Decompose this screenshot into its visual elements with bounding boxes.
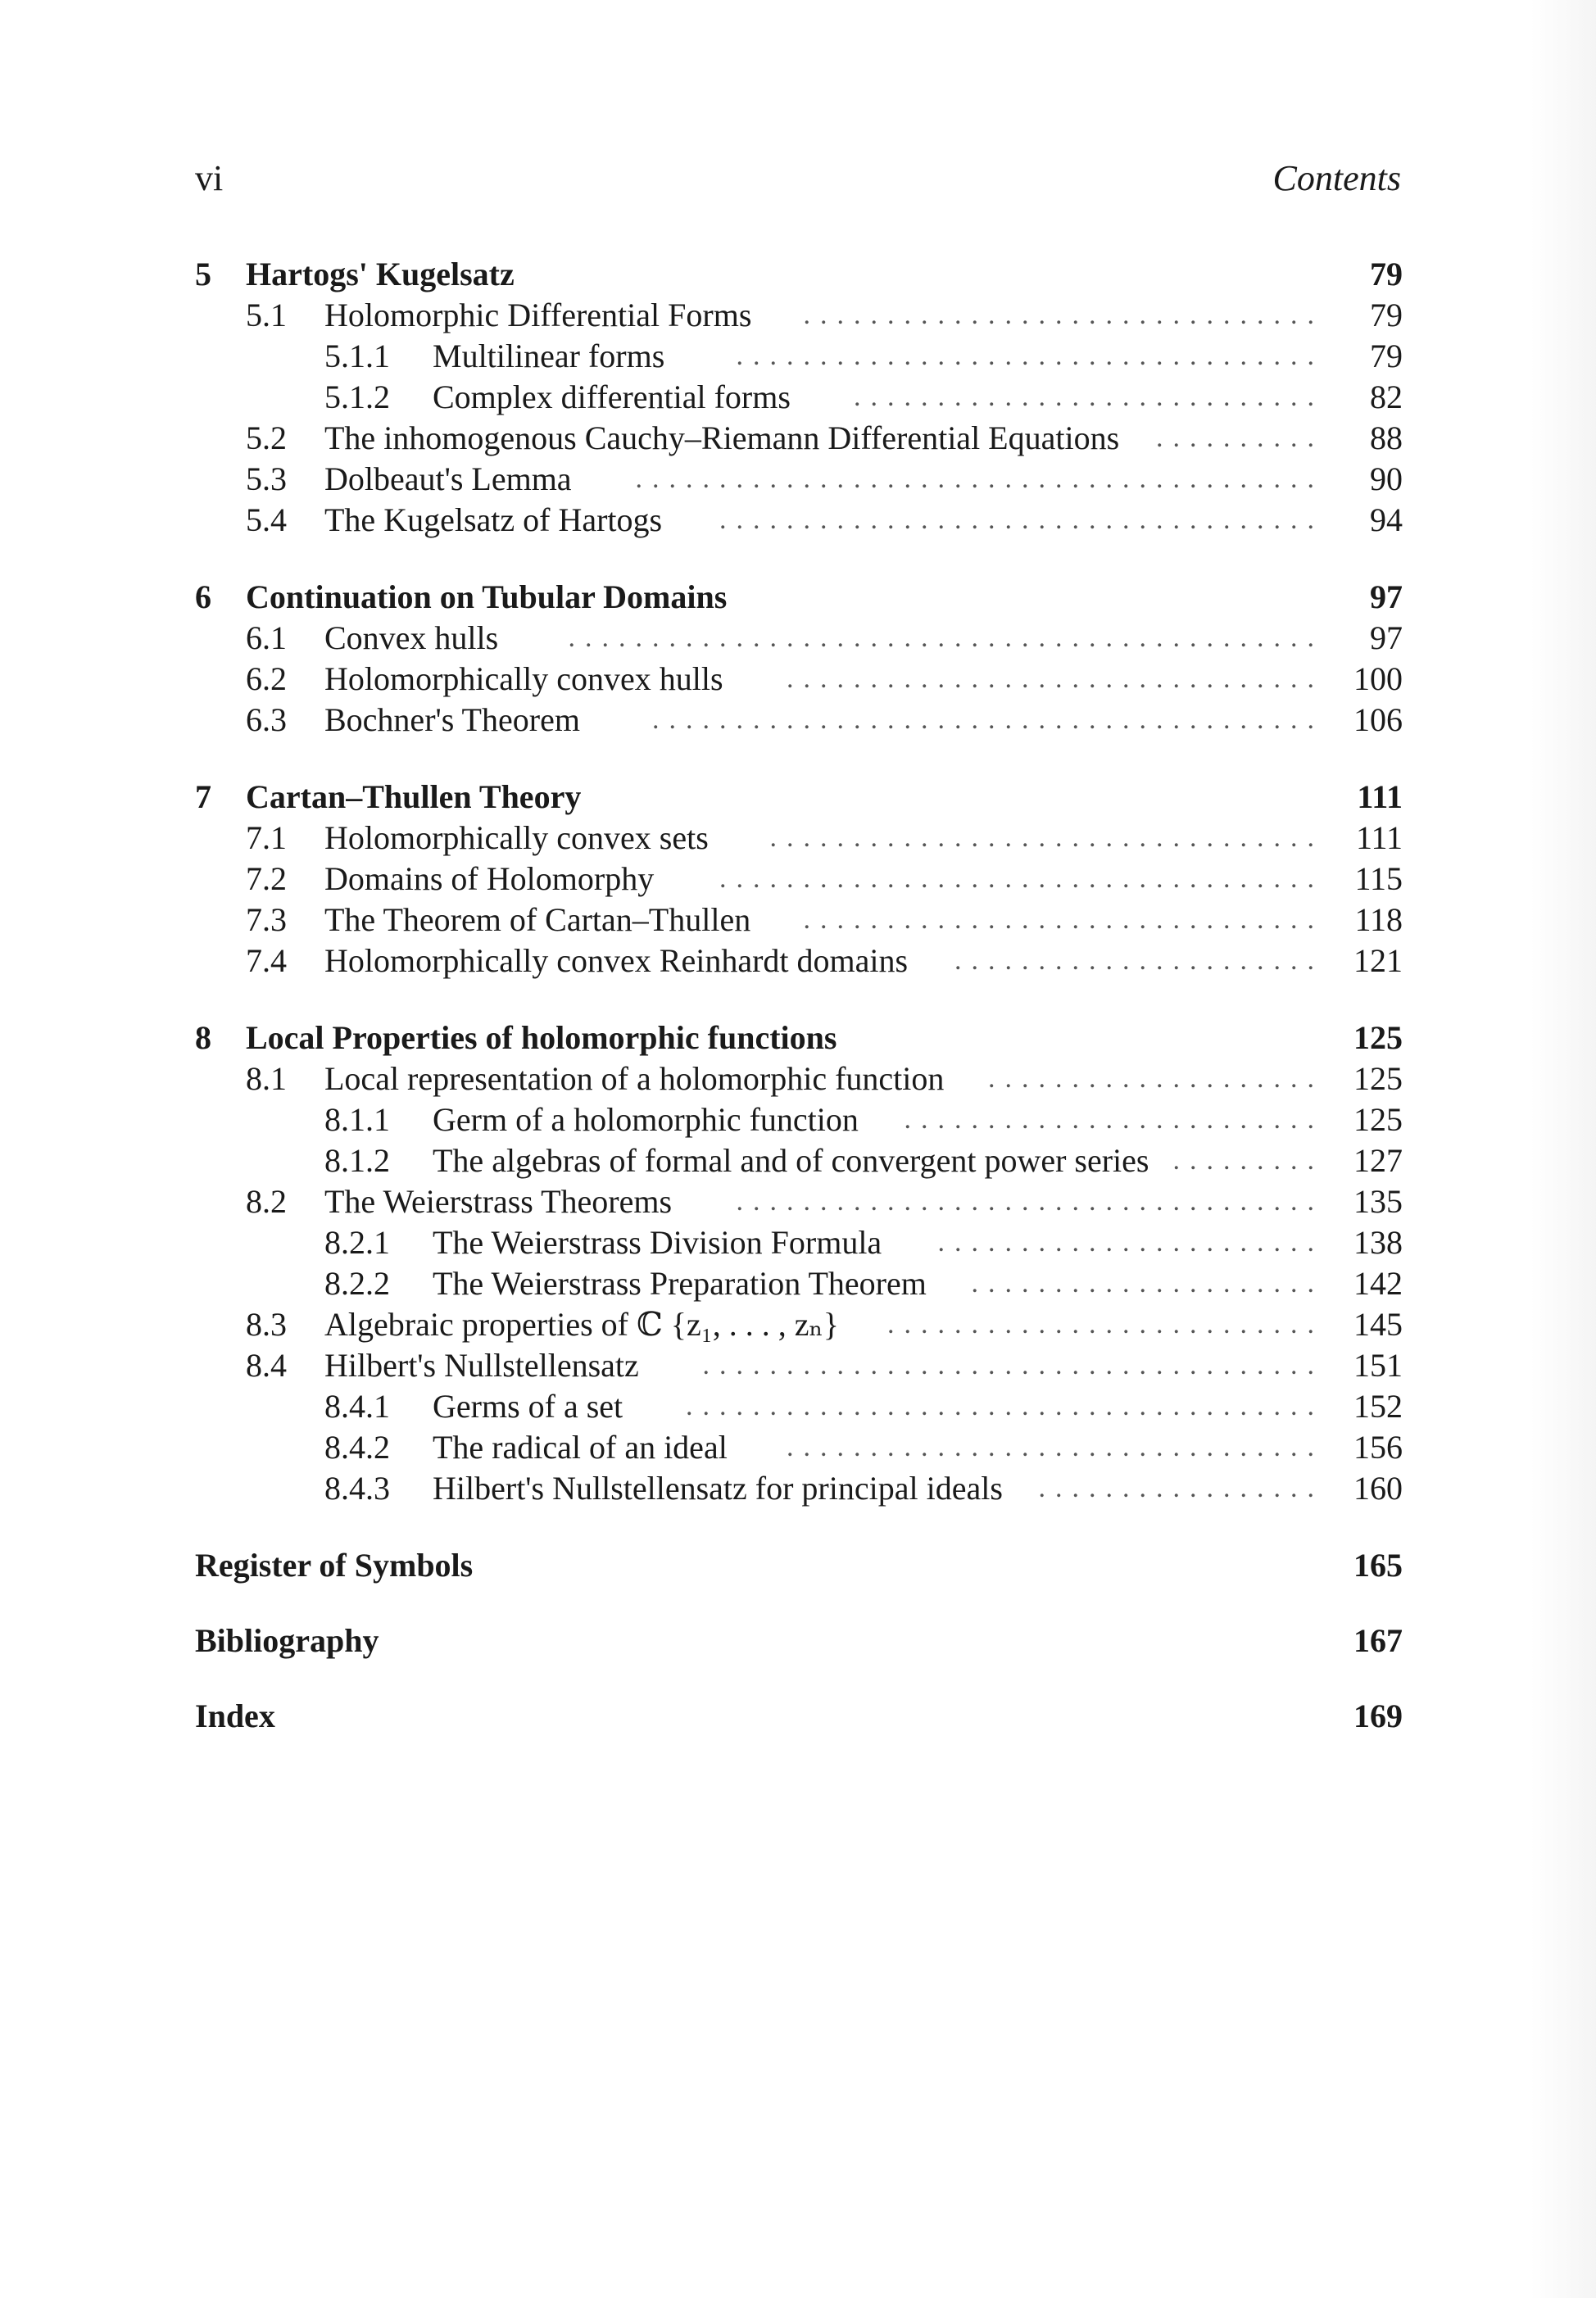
dot-leader: ....................... [937, 1227, 1324, 1258]
section-number: 5.2 [246, 419, 287, 456]
subsection-page: 125 [1353, 1101, 1403, 1138]
toc-entry-section[interactable] [195, 859, 1403, 900]
section-page: 97 [1370, 619, 1403, 656]
section-number: 7.3 [246, 901, 287, 938]
page-edge-shading [1530, 0, 1596, 2298]
toc-entry-section[interactable] [195, 941, 1403, 981]
page-number: vi [195, 158, 224, 198]
subsection-title: The algebras of formal and of convergent power series [433, 1142, 1149, 1179]
subsection-title: The Weierstrass Preparation Theorem [433, 1265, 927, 1302]
toc-entry-section[interactable] [195, 900, 1403, 941]
section-number: 6.2 [246, 660, 287, 697]
section-title: The inhomogenous Cauchy–Riemann Differential Equations [324, 419, 1120, 456]
subsection-title: Germ of a holomorphic function [433, 1101, 859, 1138]
toc-entry-section[interactable] [195, 459, 1403, 500]
backmatter-title: Index [195, 1697, 275, 1734]
dot-leader: ............................... [803, 904, 1324, 935]
subsection-number: 5.1.1 [324, 338, 390, 374]
subsection-number: 8.2.2 [324, 1265, 390, 1302]
chapter-block [195, 777, 1403, 981]
chapter-page: 125 [1353, 1019, 1403, 1056]
dot-leader: ............................... [803, 300, 1324, 330]
dot-leader: .................... [988, 1063, 1324, 1094]
section-page: 111 [1355, 819, 1403, 856]
section-number: 5.1 [246, 297, 287, 333]
toc-entry-backmatter[interactable] [195, 1620, 1403, 1661]
toc-entry-section[interactable] [195, 700, 1403, 741]
subsection-number: 8.1.2 [324, 1142, 390, 1179]
dot-leader: ................................... [736, 341, 1324, 371]
section-number: 8.1 [246, 1060, 287, 1097]
section-title: Holomorphically convex Reinhardt domains [324, 942, 909, 979]
chapter-number: 6 [195, 578, 211, 615]
toc-entry-subsection[interactable] [195, 1099, 1403, 1140]
chapter-page: 97 [1370, 578, 1403, 615]
subsection-page: 160 [1353, 1470, 1403, 1507]
dot-leader: .......... [1156, 423, 1324, 453]
dot-leader: ................................... [736, 1186, 1324, 1217]
chapter-number: 7 [195, 778, 211, 815]
dot-leader: .................................... [719, 863, 1324, 894]
toc-entry-section[interactable] [195, 1058, 1403, 1099]
dot-leader: ...................... [954, 945, 1324, 976]
subsection-page: 127 [1353, 1142, 1403, 1179]
chapter-page: 79 [1370, 256, 1403, 292]
dot-leader: .................................... [719, 505, 1324, 535]
subsection-title: The Weierstrass Division Formula [433, 1224, 882, 1261]
backmatter-title: Bibliography [195, 1622, 379, 1659]
section-number: 6.1 [246, 619, 287, 656]
section-title: The Kugelsatz of Hartogs [324, 501, 663, 538]
backmatter-block [195, 1545, 1403, 1737]
toc-entry-subsection[interactable] [195, 1386, 1403, 1427]
chapter-block [195, 577, 1403, 741]
section-title: Dolbeaut's Lemma [324, 460, 572, 497]
section-number: 5.3 [246, 460, 287, 497]
section-page: 94 [1370, 501, 1403, 538]
page-header [195, 154, 1401, 203]
subsection-page: 82 [1370, 378, 1403, 415]
section-title: Domains of Holomorphy [324, 860, 655, 897]
toc-entry-subsection[interactable] [195, 1427, 1403, 1468]
dot-leader: ..................................... [702, 1350, 1324, 1380]
toc-entry-section[interactable] [195, 1304, 1403, 1345]
toc-entry-section[interactable] [195, 659, 1403, 700]
subsection-number: 5.1.2 [324, 378, 390, 415]
toc-entry-section[interactable] [195, 500, 1403, 541]
section-page: 88 [1370, 419, 1403, 456]
subsection-title: Multilinear forms [433, 338, 665, 374]
toc-entry-backmatter[interactable] [195, 1545, 1403, 1586]
dot-leader: ..................... [971, 1268, 1324, 1299]
chapter-number: 8 [195, 1019, 211, 1056]
running-title: Contents [1272, 158, 1401, 198]
section-page: 145 [1353, 1306, 1403, 1343]
section-page: 135 [1353, 1183, 1403, 1220]
toc-entry-section[interactable] [195, 818, 1403, 859]
table-of-contents [195, 254, 1403, 1771]
subsection-number: 8.1.1 [324, 1101, 390, 1138]
dot-leader: ................. [1038, 1473, 1324, 1503]
section-page: 115 [1354, 860, 1403, 897]
backmatter-page: 165 [1353, 1547, 1403, 1584]
toc-entry-subsection[interactable] [195, 377, 1403, 418]
dot-leader: ......... [1172, 1145, 1324, 1176]
toc-entry-chapter[interactable] [195, 1018, 1403, 1058]
subsection-title: Germs of a set [433, 1388, 623, 1425]
subsection-number: 8.2.1 [324, 1224, 390, 1261]
backmatter-page: 169 [1353, 1697, 1403, 1734]
chapter-block [195, 1018, 1403, 1509]
subsection-page: 156 [1353, 1429, 1403, 1466]
subsection-number: 8.4.3 [324, 1470, 390, 1507]
backmatter-page: 167 [1353, 1622, 1403, 1659]
dot-leader: ................................. [769, 823, 1324, 853]
dot-leader: ........................................ [652, 705, 1324, 735]
subsection-page: 152 [1353, 1388, 1403, 1425]
toc-entry-subsection[interactable] [195, 1140, 1403, 1181]
section-title: Convex hulls [324, 619, 499, 656]
dot-leader: ................................ [787, 1432, 1324, 1462]
toc-entry-subsection[interactable] [195, 1468, 1403, 1509]
dot-leader: ............................ [854, 382, 1324, 412]
toc-entry-section[interactable] [195, 1181, 1403, 1222]
toc-entry-section[interactable] [195, 618, 1403, 659]
section-number: 8.4 [246, 1347, 287, 1384]
section-page: 125 [1353, 1060, 1403, 1097]
toc-entry-chapter[interactable] [195, 577, 1403, 618]
section-page: 90 [1370, 460, 1403, 497]
chapter-page: 111 [1357, 778, 1403, 815]
toc-entry-chapter[interactable] [195, 254, 1403, 295]
section-number: 7.2 [246, 860, 287, 897]
chapter-title: Continuation on Tubular Domains [246, 578, 728, 615]
backmatter-title: Register of Symbols [195, 1547, 474, 1584]
subsection-page: 79 [1370, 338, 1403, 374]
toc-entry-subsection[interactable] [195, 1222, 1403, 1263]
section-title: Local representation of a holomorphic function [324, 1060, 945, 1097]
chapter-title: Cartan–Thullen Theory [246, 778, 582, 815]
subsection-title: Hilbert's Nullstellensatz for principal ideals [433, 1470, 1003, 1507]
toc-entry-chapter[interactable] [195, 777, 1403, 818]
dot-leader: ............................................. [568, 623, 1324, 653]
section-number: 7.1 [246, 819, 287, 856]
section-number: 8.2 [246, 1183, 287, 1220]
section-title: The Theorem of Cartan–Thullen [324, 901, 751, 938]
toc-entry-backmatter[interactable] [195, 1696, 1403, 1737]
section-title: Bochner's Theorem [324, 701, 580, 738]
dot-leader: ................................ [787, 664, 1324, 694]
dot-leader: ...................................... [686, 1391, 1324, 1421]
dot-leader: .......................... [887, 1309, 1324, 1339]
toc-entry-section[interactable] [195, 418, 1403, 459]
section-number: 7.4 [246, 942, 287, 979]
section-title: The Weierstrass Theorems [324, 1183, 673, 1220]
section-page: 100 [1353, 660, 1403, 697]
subsection-title: The radical of an ideal [433, 1429, 728, 1466]
section-title: Holomorphically convex sets [324, 819, 709, 856]
section-page: 121 [1353, 942, 1403, 979]
section-page: 106 [1353, 701, 1403, 738]
section-number: 8.3 [246, 1306, 287, 1343]
dot-leader: ......................... [904, 1104, 1324, 1135]
section-page: 79 [1370, 297, 1403, 333]
section-title: Holomorphically convex hulls [324, 660, 723, 697]
chapter-block [195, 254, 1403, 541]
subsection-page: 142 [1353, 1265, 1403, 1302]
toc-entry-section[interactable] [195, 1345, 1403, 1386]
section-number: 5.4 [246, 501, 287, 538]
subsection-title: Complex differential forms [433, 378, 791, 415]
toc-entry-section[interactable] [195, 295, 1403, 336]
subsection-page: 138 [1353, 1224, 1403, 1261]
toc-entry-subsection[interactable] [195, 336, 1403, 377]
section-title: Algebraic properties of ℂ {z₁, . . . , zₙ} [324, 1306, 839, 1343]
section-page: 151 [1353, 1347, 1403, 1384]
dot-leader: ......................................... [635, 464, 1324, 494]
section-page: 118 [1354, 901, 1403, 938]
subsection-number: 8.4.1 [324, 1388, 390, 1425]
section-title: Holomorphic Differential Forms [324, 297, 752, 333]
subsection-number: 8.4.2 [324, 1429, 390, 1466]
chapter-title: Hartogs' Kugelsatz [246, 256, 515, 292]
chapter-number: 5 [195, 256, 211, 292]
chapter-title: Local Properties of holomorphic functions [246, 1019, 837, 1056]
section-title: Hilbert's Nullstellensatz [324, 1347, 639, 1384]
toc-entry-subsection[interactable] [195, 1263, 1403, 1304]
section-number: 6.3 [246, 701, 287, 738]
